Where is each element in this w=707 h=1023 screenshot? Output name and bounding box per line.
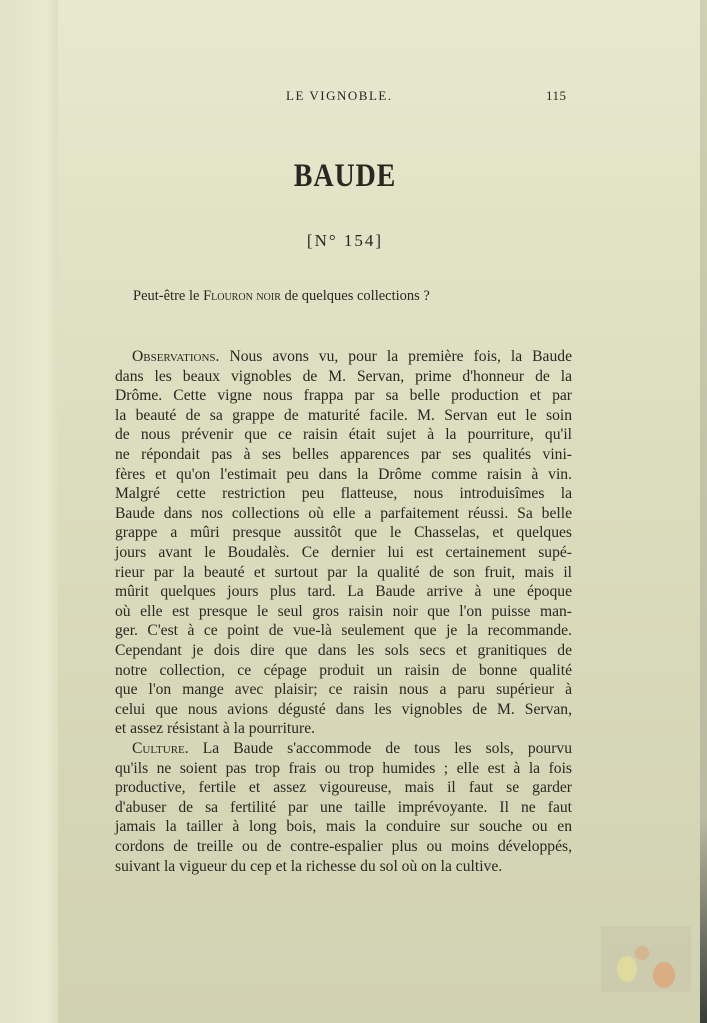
- observations-paragraph: [115, 347, 572, 739]
- text-line: [115, 367, 572, 387]
- running-title: LE VIGNOBLE.: [286, 88, 393, 103]
- text-line: [115, 837, 572, 857]
- line-text: La Baude s'accommode de tous les sols, pourvu: [188, 740, 572, 757]
- line-text: de nous prévenir que ce raisin était sujet à la pourriture, qu'il: [115, 426, 572, 444]
- line-text: ger. C'est à ce point de vue-là seulement que je la recommande.: [115, 622, 572, 640]
- line-text: suivant la vigueur du cep et la richesse du sol où on la cultive.: [115, 857, 503, 875]
- section-label: Culture.: [132, 740, 189, 757]
- line-text: d'abuser de sa fertilité par une taille imprévoyante. Il ne faut: [115, 798, 572, 816]
- line-text: Baude dans nos collections où elle a parfaitement réussi. Sa belle: [115, 504, 572, 522]
- page-edge: [700, 0, 707, 1023]
- text-line: [115, 661, 572, 681]
- text-line: [115, 778, 572, 798]
- line-text: ne répondait pas à ses belles apparences par ses qualités vini-: [115, 445, 572, 463]
- line-text: que l'on mange avec plaisir; ce raisin nous a paru supérieur à: [115, 681, 572, 699]
- variety-number: [N° 154]: [306, 231, 384, 250]
- page-number: 115: [546, 88, 567, 103]
- text-line: [115, 641, 572, 661]
- text-line: [115, 798, 572, 818]
- text-line: [115, 347, 572, 367]
- line-text: dans les beaux vignobles de M. Servan, prime d'honneur de la: [115, 367, 572, 385]
- line-text: où elle est presque le seul gros raisin noir que l'on puisse man-: [115, 602, 572, 620]
- text-line: [115, 582, 572, 602]
- line-text: rieur par la beauté et surtout par la qualité de son fruit, mais il: [115, 563, 572, 581]
- line-text: jamais la tailler à long bois, mais la conduire sur souche ou en: [115, 818, 572, 836]
- text-line: [115, 817, 572, 837]
- text-line: [115, 504, 572, 524]
- page-title: BAUDE: [293, 158, 397, 194]
- text-line: [115, 602, 572, 622]
- section-label: Observations.: [132, 348, 220, 365]
- text-line: [115, 700, 572, 720]
- text-line: [115, 386, 572, 406]
- text-line: [115, 425, 572, 445]
- text-line: [115, 445, 572, 465]
- line-text: grappe a mûri presque aussitôt que le Chasselas, et quelques: [115, 524, 572, 542]
- text-line: [115, 523, 572, 543]
- subtitle-variety-name: Flouron noir: [203, 288, 281, 304]
- line-text: productive, fertile et assez vigoureuse, mais il faut se garder: [115, 779, 572, 797]
- line-text: notre collection, ce cépage produit un raisin de bonne qualité: [115, 661, 572, 679]
- text-line: [115, 484, 572, 504]
- line-text: fères et qu'on l'estimait peu dans la Drôme comme raisin à vin.: [115, 465, 572, 483]
- line-text: Cependant je dois dire que dans les sols secs et granitiques de: [115, 641, 572, 659]
- subtitle: [133, 288, 430, 305]
- line-text: Nous avons vu, pour la première fois, la Baude: [219, 348, 572, 365]
- line-text: qu'ils ne soient pas trop frais ou trop humides ; elle est à la fois: [115, 759, 572, 777]
- text-line: [115, 621, 572, 641]
- text-line: [115, 406, 572, 426]
- page-gutter-shadow: [0, 0, 58, 1023]
- text-line: [115, 680, 572, 700]
- subtitle-text-end: de quelques collections ?: [280, 288, 430, 304]
- watermark-image: [601, 926, 691, 992]
- line-text: cordons de treille ou de contre-espalier plus ou moins développés,: [115, 837, 572, 855]
- subtitle-text: Peut-être le: [133, 288, 204, 304]
- text-line: [115, 719, 572, 739]
- text-line: [115, 543, 572, 563]
- line-text: mûrit quelques jours plus tard. La Baude arrive à une époque: [115, 583, 572, 601]
- text-line: [115, 739, 572, 759]
- text-line: [115, 857, 572, 877]
- line-text: jours avant le Boudalès. Ce dernier lui est certainement supé-: [115, 543, 572, 561]
- line-text: Drôme. Cette vigne nous frappa par sa belle production et par: [115, 387, 572, 405]
- text-line: [115, 759, 572, 779]
- line-text: Malgré cette restriction peu flatteuse, nous introduisîmes la: [115, 485, 572, 503]
- text-line: [115, 563, 572, 583]
- line-text: la beauté de sa grappe de maturité facile. M. Servan eut le soin: [115, 406, 572, 424]
- line-text: celui que nous avions dégusté dans les vignobles de M. Servan,: [115, 700, 572, 718]
- culture-paragraph: [115, 739, 572, 876]
- text-line: [115, 465, 572, 485]
- line-text: et assez résistant à la pourriture.: [115, 720, 316, 738]
